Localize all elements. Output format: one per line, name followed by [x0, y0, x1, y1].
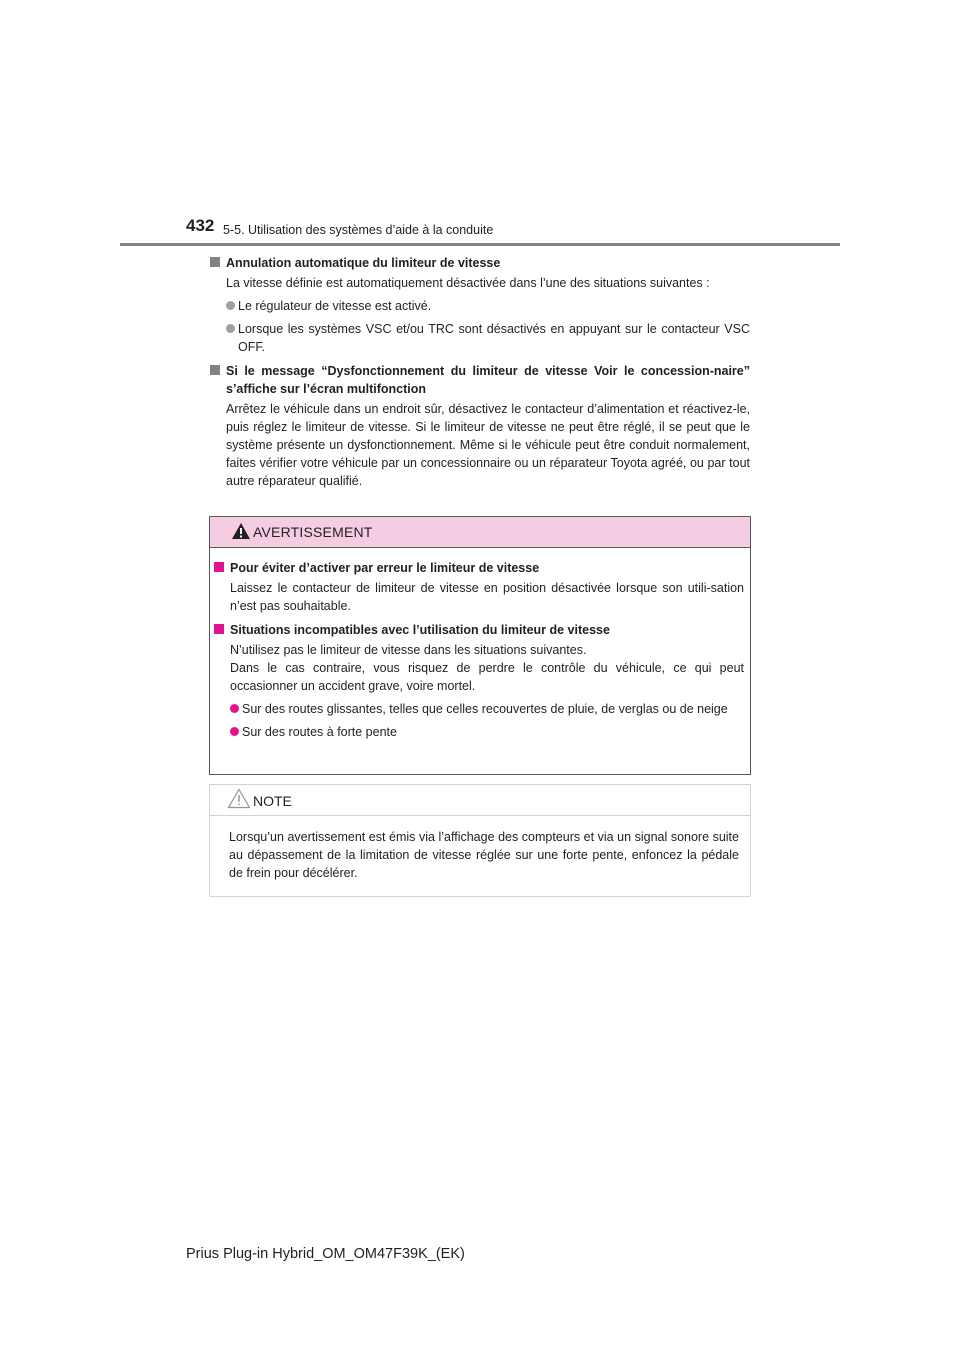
round-bullet-icon	[226, 324, 235, 333]
section-paragraph: Laissez le contacteur de limiteur de vitesse en position désactivée lorsque son utili-sation n’est pas souhaitable.	[230, 581, 744, 613]
heading-text: Pour éviter d’activer par erreur le limiteur de vitesse	[230, 561, 540, 575]
warning-header	[210, 517, 750, 548]
section-paragraph: Dans le cas contraire, vous risquez de perdre le contrôle du véhicule, ce qui peut occasionner un accident grave, voire mortel.	[230, 661, 744, 693]
note-header	[210, 785, 750, 816]
list-item	[210, 297, 750, 315]
list-item	[210, 320, 750, 356]
warning-triangle-icon	[231, 522, 251, 540]
list-item-text: Lorsque les systèmes VSC et/ou TRC sont désactivés en appuyant sur le contacteur VSC OFF.	[238, 322, 750, 354]
warning-body	[214, 559, 744, 741]
list-item	[214, 723, 744, 741]
list-item-text: Sur des routes glissantes, telles que celles recouvertes de pluie, de verglas ou de neige	[242, 702, 728, 716]
header-rule	[120, 243, 840, 246]
list-item	[214, 700, 744, 718]
section-heading	[210, 362, 750, 398]
square-bullet-icon	[214, 624, 224, 634]
section-paragraph: Arrêtez le véhicule dans un endroit sûr, désactivez le contacteur d’alimentation et réactivez-le, puis réglez le limiteur de vitesse. Si le limiteur de vitesse ne peut être réglé, il se peut que le système présente un dysfonctionnement. Même si le véhicule peut être conduit normalement, faites vérifier votre véhicule par un concessionnaire ou un réparateur Toyota agréé, ou par tout autre réparateur qualifié.	[226, 402, 750, 488]
round-bullet-icon	[230, 704, 239, 713]
heading-text: Si le message “Dysfonctionnement du limiteur de vitesse Voir le concession-naire” s’affiche sur l’écran multifonction	[226, 364, 750, 396]
list-item-text: Sur des routes à forte pente	[242, 725, 397, 739]
note-box	[209, 784, 751, 897]
section-paragraph: La vitesse définie est automatiquement désactivée dans l’une des situations suivantes :	[226, 276, 710, 290]
square-bullet-icon	[210, 365, 220, 375]
section-heading	[214, 621, 744, 639]
warning-box	[209, 516, 751, 775]
warning-title: AVERTISSEMENT	[253, 524, 373, 540]
section-title: 5-5. Utilisation des systèmes d’aide à la conduite	[223, 223, 494, 237]
square-bullet-icon	[210, 257, 220, 267]
round-bullet-icon	[226, 301, 235, 310]
round-bullet-icon	[230, 727, 239, 736]
caution-triangle-icon	[227, 788, 251, 809]
heading-text: Situations incompatibles avec l’utilisation du limiteur de vitesse	[230, 623, 610, 637]
section-paragraph: N’utilisez pas le limiteur de vitesse dans les situations suivantes.	[230, 643, 587, 657]
page-number: 432	[186, 216, 215, 235]
square-bullet-icon	[214, 562, 224, 572]
list-item-text: Le régulateur de vitesse est activé.	[238, 299, 432, 313]
footer-document-id: Prius Plug-in Hybrid_OM_OM47F39K_(EK)	[186, 1246, 465, 1262]
note-body: Lorsqu’un avertissement est émis via l’affichage des compteurs et via un signal sonore suite au dépassement de la limitation de vitesse réglée sur une forte pente, enfoncez la pédale de frein pour décélérer.	[229, 830, 739, 880]
section-heading	[210, 254, 750, 272]
heading-text: Annulation automatique du limiteur de vitesse	[226, 256, 501, 270]
note-title: NOTE	[253, 793, 292, 809]
main-content	[210, 254, 750, 490]
section-heading	[214, 559, 744, 577]
